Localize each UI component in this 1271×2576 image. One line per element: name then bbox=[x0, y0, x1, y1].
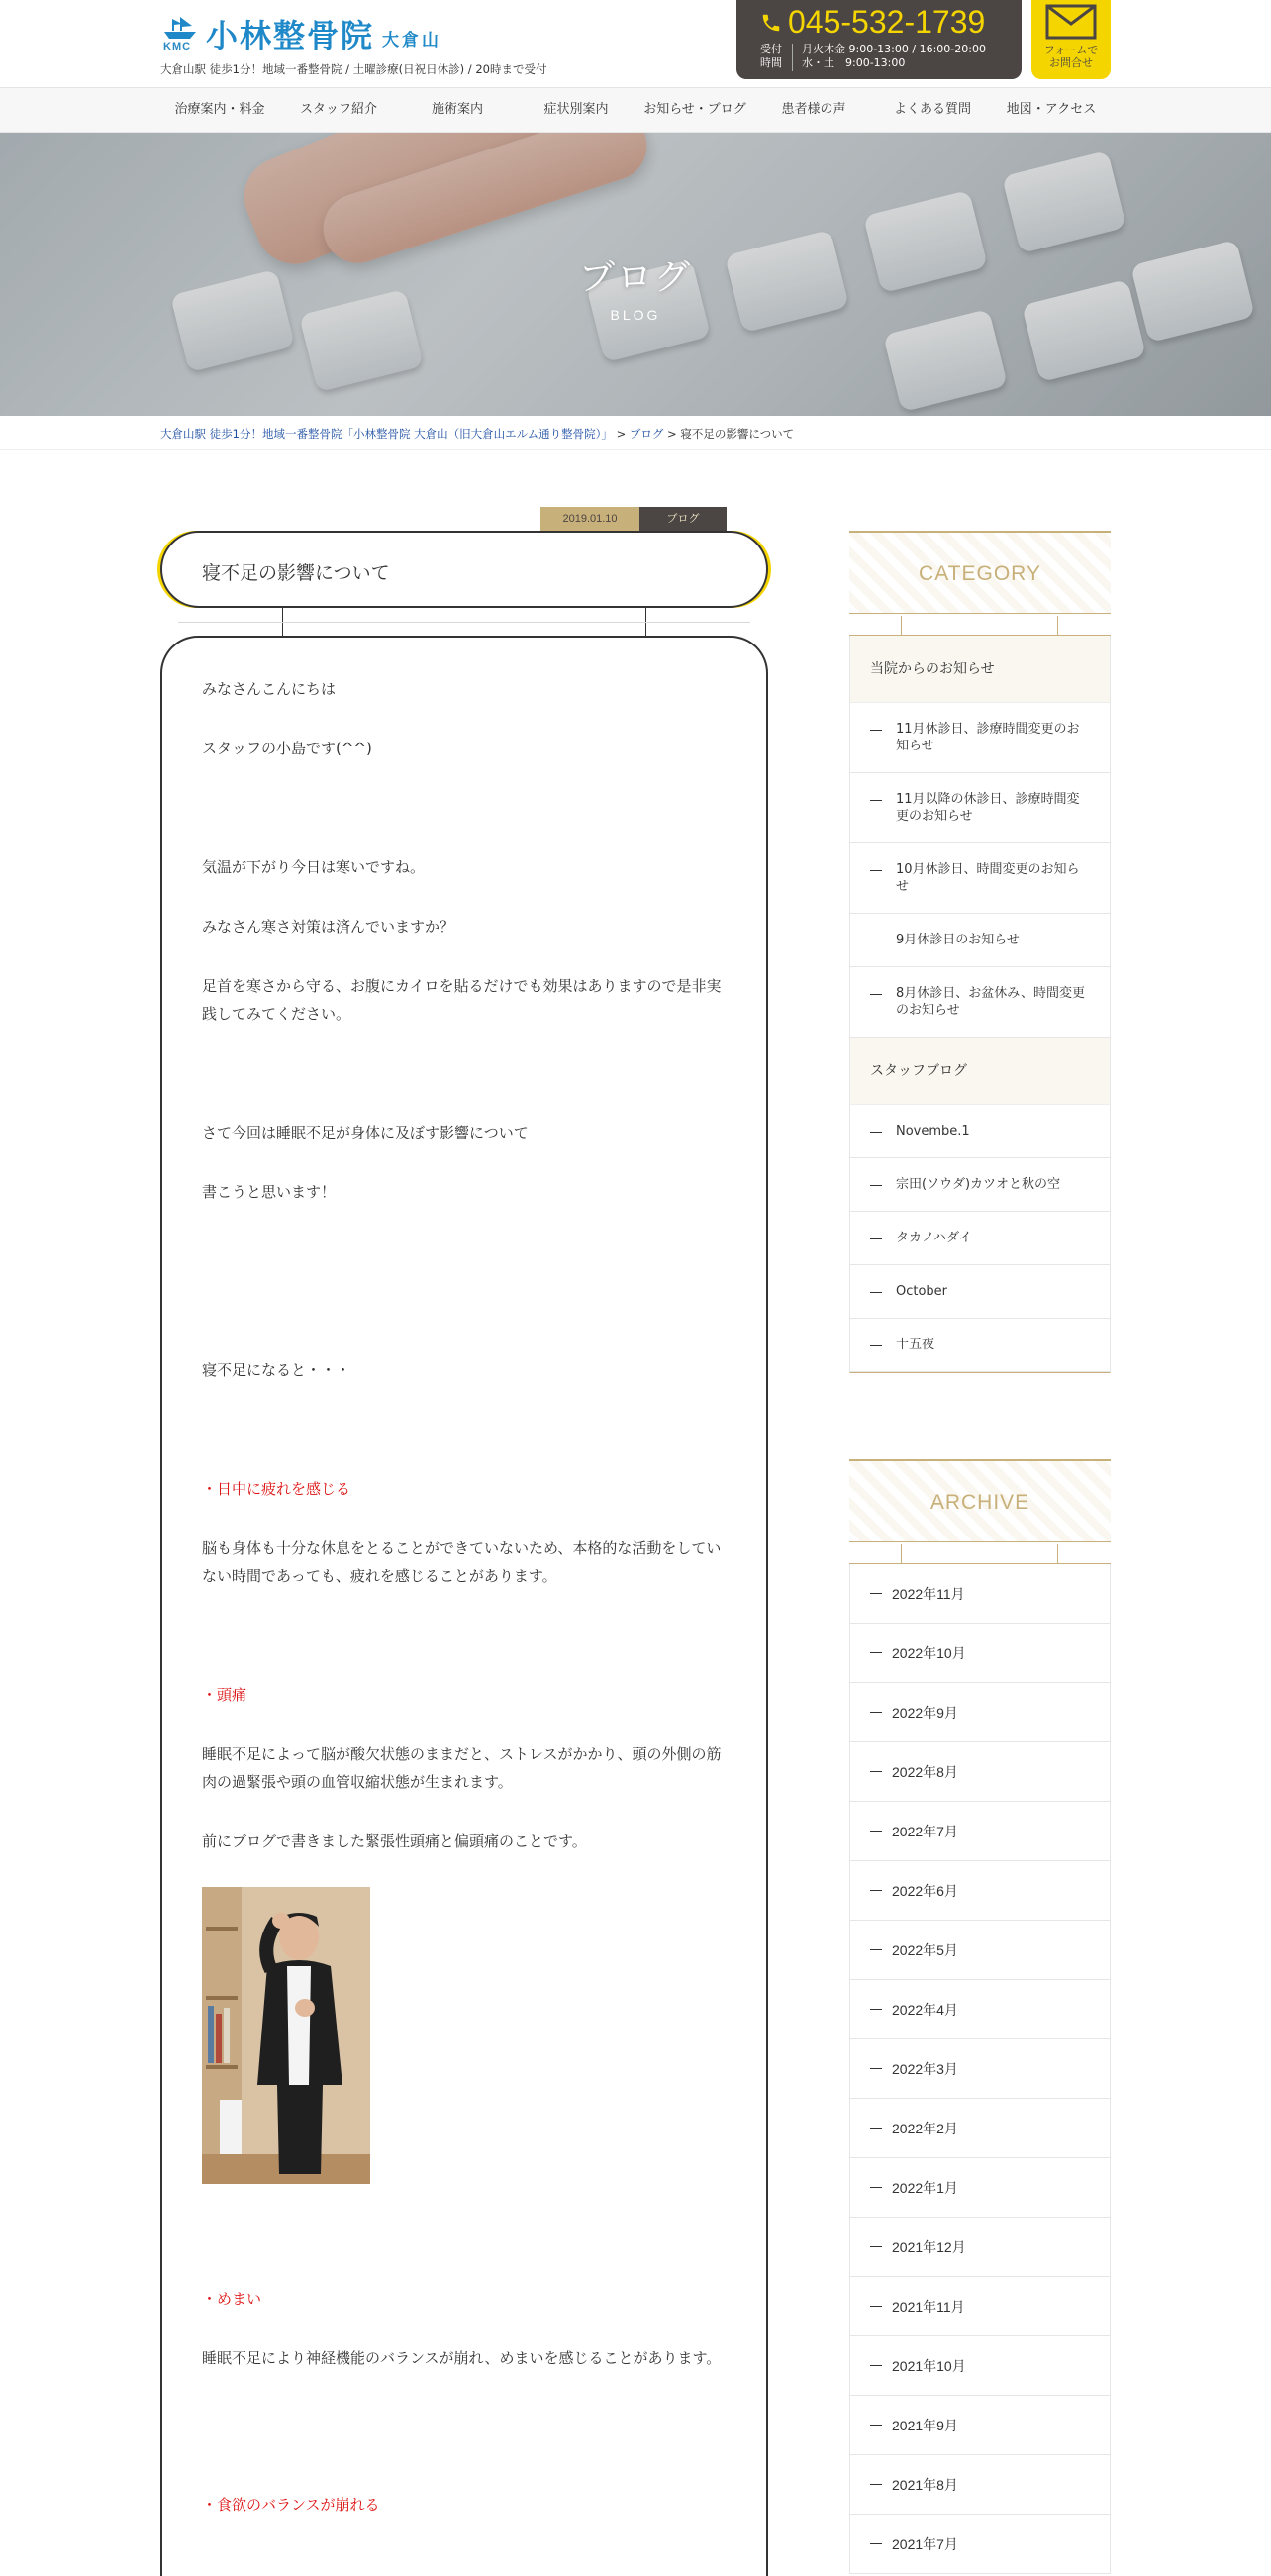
nav-item-treatment-fees[interactable]: 治療案内・料金 bbox=[174, 102, 265, 117]
breadcrumb bbox=[160, 426, 794, 442]
breadcrumb-separator: > bbox=[612, 427, 630, 441]
logo-subtitle: 大倉山 bbox=[382, 31, 442, 50]
archive-month-link[interactable]: 2022年10月 bbox=[850, 1624, 1110, 1683]
archive-month-link[interactable]: 2021年12月 bbox=[850, 2218, 1110, 2277]
site-tagline: 大倉山駅 徒歩1分！地域一番整骨院 / 土曜診療(日祝日休診) / 20時まで受付 bbox=[160, 62, 547, 76]
page-subtitle: BLOG bbox=[610, 307, 661, 323]
nav-item-testimonials[interactable]: 患者様の声 bbox=[781, 102, 846, 117]
post-paragraph: 寝不足になると・・・ bbox=[202, 1361, 351, 1379]
category-post-link[interactable]: 11月以降の休診日、診療時間変更のお知らせ bbox=[850, 773, 1110, 843]
post-paragraph: 睡眠不足によって脳が酸欠状態のままだと、ストレスがかかり、頭の外側の筋肉の過緊張や頭の血管収縮状態が生まれます。 bbox=[202, 1745, 722, 1791]
mail-icon bbox=[1045, 4, 1097, 40]
archive-list bbox=[849, 1564, 1111, 2574]
breadcrumb-blog-link[interactable]: ブログ bbox=[629, 427, 664, 441]
hours-label: 受付 時間 bbox=[760, 43, 782, 69]
category-heading: CATEGORY bbox=[919, 562, 1041, 585]
category-post-link[interactable]: 十五夜 bbox=[850, 1319, 1110, 1372]
post-content bbox=[160, 636, 768, 2576]
hours-weekday: 月火木金 9:00-13:00 / 16:00-20:00 bbox=[802, 43, 986, 55]
archive-heading-box bbox=[849, 1459, 1111, 1542]
breadcrumb-current: 寝不足の影響について bbox=[680, 427, 795, 441]
archive-month-link[interactable]: 2022年1月 bbox=[850, 2158, 1110, 2218]
post-paragraph: 足首を寒さから守る、お腹にカイロを貼るだけでも効果はありますので是非実践してみてください。 bbox=[202, 977, 722, 1023]
logo-mark-text: KMC bbox=[163, 41, 192, 52]
breadcrumb-divider bbox=[0, 449, 1271, 450]
post-title: 寝不足の影響について bbox=[202, 562, 390, 584]
archive-month-link[interactable]: 2021年9月 bbox=[850, 2396, 1110, 2455]
category-post-link[interactable]: 宗田(ソウダ)カツオと秋の空 bbox=[850, 1158, 1110, 1212]
archive-month-link[interactable]: 2021年7月 bbox=[850, 2515, 1110, 2574]
post-paragraph: 気温が下がり今日は寒いですね。 bbox=[202, 858, 426, 876]
nav-item-symptoms[interactable]: 症状別案内 bbox=[543, 102, 609, 117]
archive-month-link[interactable]: 2022年7月 bbox=[850, 1802, 1110, 1861]
nav-item-staff[interactable]: スタッフ紹介 bbox=[299, 102, 377, 117]
breadcrumb-home-link[interactable]: 大倉山駅 徒歩1分！地域一番整骨院「小林整骨院 大倉山（旧大倉山エルム通り整骨院）」 bbox=[160, 427, 613, 441]
headache-photo bbox=[202, 1887, 370, 2184]
category-post-link[interactable]: Novembe.1 bbox=[850, 1105, 1110, 1158]
post-subheading: ・めまい bbox=[202, 2290, 262, 2308]
archive-month-link[interactable]: 2022年2月 bbox=[850, 2099, 1110, 2158]
post-date: 2019.01.10 bbox=[540, 507, 639, 531]
category-post-link[interactable]: 9月休診日のお知らせ bbox=[850, 914, 1110, 967]
main-navigation bbox=[0, 87, 1271, 133]
category-list bbox=[849, 636, 1111, 1373]
archive-month-link[interactable]: 2022年9月 bbox=[850, 1683, 1110, 1742]
category-group-staff-blog[interactable]: スタッフブログ bbox=[850, 1038, 1110, 1105]
archive-month-link[interactable]: 2021年11月 bbox=[850, 2277, 1110, 2336]
archive-month-link[interactable]: 2022年5月 bbox=[850, 1921, 1110, 1980]
category-post-link[interactable]: October bbox=[850, 1265, 1110, 1319]
post-paragraph: 書こうと思います！ bbox=[202, 1183, 337, 1201]
post-paragraph: みなさんこんにちは bbox=[202, 680, 337, 698]
post-paragraph: 脳も身体も十分な休息をとることができていないため、本格的な活動をしていない時間であっても、疲れを感じることがあります。 bbox=[202, 1539, 722, 1585]
nav-item-news-blog[interactable]: お知らせ・ブログ bbox=[643, 102, 746, 117]
post-title-box bbox=[160, 531, 768, 608]
contact-form-label-2: お問合せ bbox=[1049, 56, 1093, 69]
ship-logo-icon bbox=[160, 12, 200, 53]
post-paragraph: 前にブログで書きました緊張性頭痛と偏頭痛のことです。 bbox=[202, 1833, 587, 1850]
hours-divider bbox=[792, 44, 793, 71]
archive-month-link[interactable]: 2022年11月 bbox=[850, 1564, 1110, 1624]
archive-month-link[interactable]: 2022年3月 bbox=[850, 2039, 1110, 2099]
post-paragraph: スタッフの小島です(^^) bbox=[202, 740, 372, 757]
nav-item-faq[interactable]: よくある質問 bbox=[893, 102, 971, 117]
nav-item-treatments[interactable]: 施術案内 bbox=[431, 102, 483, 117]
category-group-notices[interactable]: 当院からのお知らせ bbox=[850, 636, 1110, 703]
hours-weekend: 水・土 9:00-13:00 bbox=[802, 56, 906, 69]
contact-form-label-1: フォームで bbox=[1043, 44, 1099, 56]
logo-name: 小林整骨院 bbox=[206, 17, 375, 54]
archive-month-link[interactable]: 2021年8月 bbox=[850, 2455, 1110, 2515]
phone-contact-box[interactable] bbox=[736, 0, 1022, 79]
archive-month-link[interactable]: 2022年6月 bbox=[850, 1861, 1110, 1921]
hero-banner bbox=[0, 133, 1271, 416]
contact-form-button[interactable] bbox=[1031, 0, 1111, 79]
archive-heading-strip bbox=[849, 1544, 1111, 1564]
nav-item-access[interactable]: 地図・アクセス bbox=[1006, 102, 1097, 117]
post-subheading: ・頭痛 bbox=[202, 1686, 247, 1704]
archive-month-link[interactable]: 2021年10月 bbox=[850, 2336, 1110, 2396]
archive-month-link[interactable]: 2022年8月 bbox=[850, 1742, 1110, 1802]
post-paragraph: 睡眠不足により神経機能のバランスが崩れ、めまいを感じることがあります。 bbox=[202, 2349, 722, 2367]
category-post-link[interactable]: 8月休診日、お盆休み、時間変更のお知らせ bbox=[850, 967, 1110, 1038]
post-subheading: ・日中に疲れを感じる bbox=[202, 1480, 351, 1498]
site-logo[interactable] bbox=[160, 12, 441, 53]
category-post-link[interactable]: タカノハダイ bbox=[850, 1212, 1110, 1265]
category-post-link[interactable]: 10月休診日、時間変更のお知らせ bbox=[850, 843, 1110, 914]
archive-month-link[interactable]: 2022年4月 bbox=[850, 1980, 1110, 2039]
archive-heading: ARCHIVE bbox=[929, 1491, 1030, 1514]
phone-icon bbox=[760, 12, 782, 34]
post-paragraph: さて今回は睡眠不足が身体に及ぼす影響について bbox=[202, 1124, 529, 1141]
post-category-tag[interactable]: ブログ bbox=[639, 507, 727, 531]
business-hours bbox=[802, 43, 986, 70]
phone-number: 045-532-1739 bbox=[788, 4, 986, 40]
post-paragraph: みなさん寒さ対策は済んでいますか？ bbox=[202, 918, 455, 936]
title-connector-line bbox=[178, 622, 750, 623]
phone-number-row[interactable] bbox=[760, 4, 985, 41]
post-subheading: ・食欲のバランスが崩れる bbox=[202, 2496, 380, 2514]
breadcrumb-separator: > bbox=[663, 427, 681, 441]
category-heading-box bbox=[849, 531, 1111, 614]
site-header bbox=[0, 0, 1271, 87]
category-heading-strip bbox=[849, 616, 1111, 636]
category-post-link[interactable]: 11月休診日、診療時間変更のお知らせ bbox=[850, 703, 1110, 773]
page-title: ブログ bbox=[578, 257, 692, 298]
